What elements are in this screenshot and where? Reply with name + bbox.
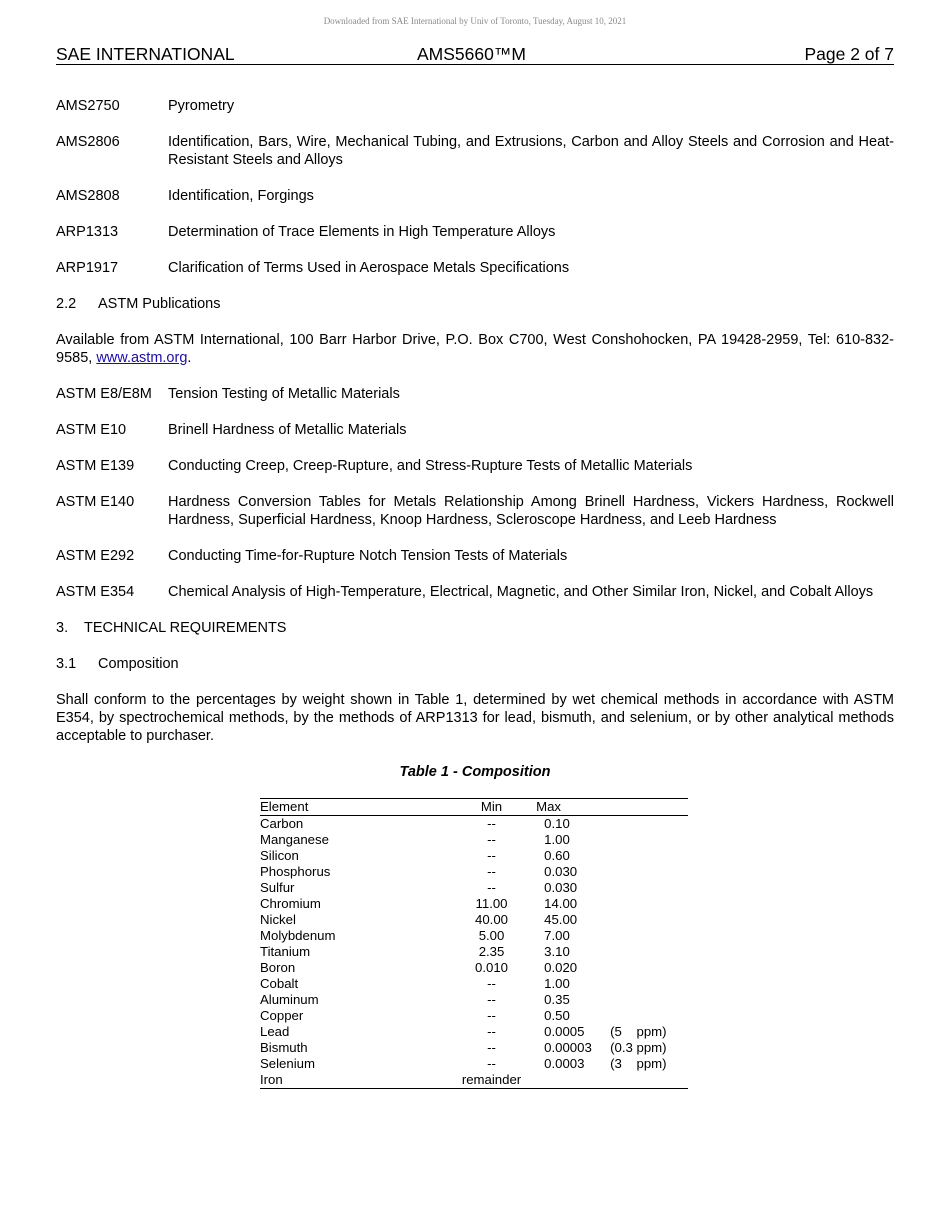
cell-min: -- — [487, 1024, 496, 1039]
reference-code: ASTM E8/E8M — [56, 386, 152, 402]
cell-element: Bismuth — [260, 1040, 308, 1055]
cell-max-value: 0.030 — [544, 880, 578, 895]
cell-element: Iron — [260, 1072, 283, 1087]
section-title: TECHNICAL REQUIREMENTS — [84, 620, 287, 636]
reference-title: Pyrometry — [168, 98, 235, 114]
section-number: 3. — [56, 620, 69, 636]
cell-max — [536, 944, 688, 960]
cell-min: -- — [487, 976, 496, 991]
cell-min: -- — [487, 1008, 496, 1023]
reference-item — [56, 493, 894, 529]
cell-element: Selenium — [260, 1056, 315, 1071]
cell-max-value: 0.10 — [544, 816, 570, 831]
table-header-row — [260, 799, 688, 816]
cell-element: Molybdenum — [260, 928, 336, 943]
cell-max-ppm-note: (0.3 ppm) — [610, 1040, 667, 1055]
section-heading-3-1 — [56, 655, 894, 673]
composition-table — [260, 798, 688, 1089]
cell-max-value: 0.030 — [544, 864, 578, 879]
cell-max — [536, 848, 688, 864]
cell-max-ppm-note: (3 ppm) — [610, 1056, 667, 1071]
astm-availability-text: Available from ASTM International, 100 Barr Harbor Drive, P.O. Box C700, West Conshohocken, PA 19428-2959, Tel: 610-832-9585, — [56, 332, 894, 366]
cell-max-value: 0.35 — [544, 992, 570, 1007]
cell-min: 2.35 — [478, 944, 505, 959]
page-header — [56, 44, 894, 65]
cell-max-value: 7.00 — [544, 928, 570, 943]
reference-code: ASTM E354 — [56, 584, 135, 600]
cell-min: 40.00 — [475, 912, 509, 927]
cell-element: Aluminum — [260, 992, 319, 1007]
cell-element: Boron — [260, 960, 296, 975]
reference-title: Tension Testing of Metallic Materials — [168, 386, 400, 402]
cell-element: Manganese — [260, 832, 329, 847]
cell-max — [536, 864, 688, 880]
reference-item — [56, 223, 894, 241]
reference-item — [56, 385, 894, 403]
cell-max-value: 45.00 — [544, 912, 578, 927]
reference-code: ARP1917 — [56, 260, 119, 276]
cell-element: Cobalt — [260, 976, 299, 991]
cell-max — [536, 976, 688, 992]
table-row — [260, 1024, 688, 1040]
reference-title: Clarification of Terms Used in Aerospace Metals Specifications — [168, 260, 570, 276]
table-row — [260, 832, 688, 848]
header-publisher: SAE INTERNATIONAL — [56, 44, 235, 64]
reference-code: AMS2806 — [56, 134, 120, 150]
table-row — [260, 1040, 688, 1056]
table-row — [260, 864, 688, 880]
cell-element: Lead — [260, 1024, 290, 1039]
cell-max — [536, 912, 688, 928]
reference-code: ASTM E10 — [56, 422, 127, 438]
page-content — [56, 97, 894, 1089]
header-document-id: AMS5660™M — [417, 44, 526, 64]
cell-max — [536, 1040, 688, 1056]
cell-element: Titanium — [260, 944, 311, 959]
column-header-min: Min — [480, 799, 503, 814]
table-row — [260, 1056, 688, 1072]
cell-element: Phosphorus — [260, 864, 331, 879]
cell-max — [536, 896, 688, 912]
cell-max — [536, 1072, 688, 1089]
cell-max-value: 0.020 — [544, 960, 578, 975]
reference-item — [56, 259, 894, 277]
reference-item — [56, 547, 894, 565]
astm-availability-paragraph — [56, 331, 894, 367]
reference-title: Chemical Analysis of High-Temperature, Electrical, Magnetic, and Other Similar Iron, Nickel, and Cobalt Alloys — [168, 584, 874, 600]
reference-item — [56, 97, 894, 115]
table-row — [260, 848, 688, 864]
reference-item — [56, 457, 894, 475]
section-heading-2-2 — [56, 295, 894, 313]
cell-min: 11.00 — [475, 896, 508, 911]
section-number: 2.2 — [56, 296, 77, 312]
section-title: Composition — [98, 656, 179, 672]
cell-element: Nickel — [260, 912, 296, 927]
section-title: ASTM Publications — [98, 296, 221, 312]
section-heading-3 — [56, 619, 894, 637]
cell-max-value: 0.50 — [544, 1008, 570, 1023]
reference-code: ARP1313 — [56, 224, 119, 240]
table-row — [260, 944, 688, 960]
section-number: 3.1 — [56, 656, 77, 672]
cell-element: Carbon — [260, 816, 304, 831]
reference-item — [56, 187, 894, 205]
reference-title: Identification, Bars, Wire, Mechanical Tubing, and Extrusions, Carbon and Alloy Steels and Corrosion and Heat-Resistant Steels and Alloys — [168, 134, 894, 168]
cell-max-value: 0.0003 — [544, 1056, 585, 1071]
cell-min: -- — [487, 992, 496, 1007]
cell-max — [536, 960, 688, 976]
table-caption: Table 1 - Composition — [399, 764, 551, 780]
cell-max-value: 0.0005 — [544, 1024, 585, 1039]
cell-min: -- — [487, 816, 496, 831]
table-row — [260, 976, 688, 992]
cell-max-value: 3.10 — [544, 944, 570, 959]
table-row — [260, 928, 688, 944]
cell-max-value: 0.00003 — [544, 1040, 592, 1055]
cell-max-value: 0.60 — [544, 848, 570, 863]
reference-title: Identification, Forgings — [168, 188, 314, 204]
cell-max-value: 1.00 — [544, 976, 570, 991]
reference-code: ASTM E292 — [56, 548, 135, 564]
cell-min: -- — [487, 864, 496, 879]
cell-max-value: 1.00 — [544, 832, 570, 847]
table-row — [260, 1008, 688, 1024]
table-row — [260, 880, 688, 896]
reference-item — [56, 421, 894, 439]
reference-code: AMS2750 — [56, 98, 120, 114]
composition-table-body — [260, 816, 688, 1089]
cell-max — [536, 1024, 688, 1040]
cell-max — [536, 1008, 688, 1024]
cell-element: Chromium — [260, 896, 321, 911]
cell-min: remainder — [461, 1072, 522, 1087]
cell-max — [536, 928, 688, 944]
reference-code: AMS2808 — [56, 188, 120, 204]
reference-title: Determination of Trace Elements in High Temperature Alloys — [168, 224, 556, 240]
reference-title: Conducting Creep, Creep-Rupture, and Stress-Rupture Tests of Metallic Materials — [168, 458, 693, 474]
cell-min: -- — [487, 1040, 496, 1055]
cell-min: -- — [487, 848, 496, 863]
cell-max — [536, 992, 688, 1008]
table-row — [260, 912, 688, 928]
cell-max — [536, 832, 688, 848]
reference-item — [56, 583, 894, 601]
cell-max — [536, 1056, 688, 1072]
table-row — [260, 960, 688, 976]
column-header-element: Element — [260, 799, 309, 814]
table-row — [260, 992, 688, 1008]
reference-code: ASTM E140 — [56, 494, 135, 510]
cell-element: Copper — [260, 1008, 304, 1023]
reference-title: Brinell Hardness of Metallic Materials — [168, 422, 407, 438]
cell-min: -- — [487, 1056, 496, 1071]
reference-title: Conducting Time-for-Rupture Notch Tension Tests of Materials — [168, 548, 568, 564]
cell-element: Sulfur — [260, 880, 295, 895]
astm-availability-end: . — [187, 350, 192, 366]
column-header-max: Max — [536, 799, 562, 814]
cell-max — [536, 880, 688, 896]
cell-max-ppm-note: (5 ppm) — [610, 1024, 667, 1039]
cell-max-value: 14.00 — [544, 896, 578, 911]
header-page-number: Page 2 of 7 — [804, 44, 894, 64]
cell-element: Silicon — [260, 848, 299, 863]
download-watermark: Downloaded from SAE International by Univ of Toronto, Tuesday, August 10, 2021 — [323, 16, 627, 26]
cell-min: 5.00 — [478, 928, 505, 943]
reference-code: ASTM E139 — [56, 458, 135, 474]
cell-min: -- — [487, 880, 496, 895]
composition-paragraph: Shall conform to the percentages by weight shown in Table 1, determined by wet chemical methods in accordance with ASTM E354, by spectrochemical methods, by the methods of ARP1313 for lead, bismuth, and selenium, or by other analytical methods acceptable to purchaser. — [56, 692, 894, 744]
cell-min: -- — [487, 832, 496, 847]
cell-max — [536, 816, 688, 833]
cell-min: 0.010 — [475, 960, 509, 975]
reference-title: Hardness Conversion Tables for Metals Relationship Among Brinell Hardness, Vickers Hardness, Rockwell Hardness, Superficial Hardness, Knoop Hardness, Scleroscope Hardness, and Leeb Hardness — [168, 494, 894, 528]
table-row — [260, 896, 688, 912]
table-row — [260, 816, 688, 833]
table-row — [260, 1072, 688, 1089]
astm-website-link[interactable]: www.astm.org — [96, 350, 188, 366]
reference-item — [56, 133, 894, 169]
